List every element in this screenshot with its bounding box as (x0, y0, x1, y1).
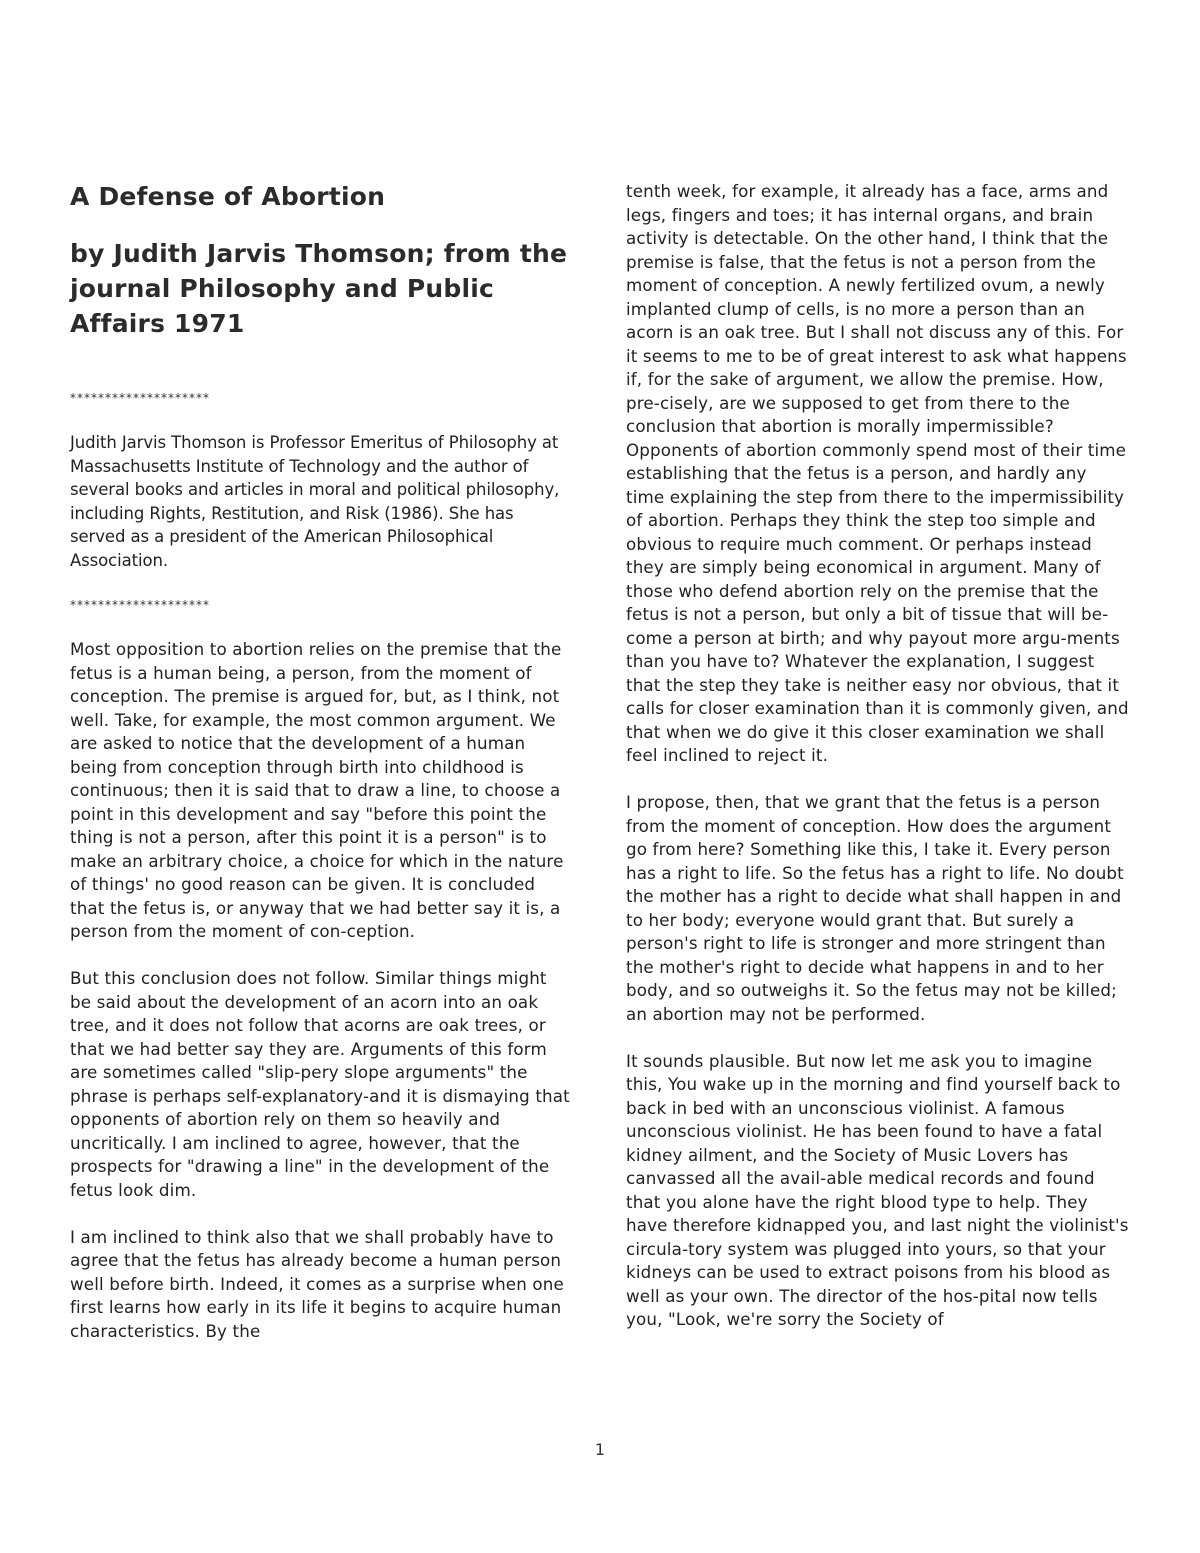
separator-top: ******************** (70, 391, 210, 405)
right-column (626, 180, 1130, 1355)
body-paragraph: But this conclusion does not follow. Similar things might be said about the development of an acorn into an oak tree, and it does not follow that acorns are oak trees, or that we had better say they are. Arguments of this form are sometimes called "slip-pery slope arguments" the phrase is perhaps self-explanatory-and it is dismaying that opponents of abortion rely on them so heavily and uncritically. I am inclined to agree, however, that the prospects for "drawing a line" in the development of the fetus look dim. (70, 968, 570, 1200)
body-paragraph: I propose, then, that we grant that the fetus is a person from the moment of conception. How does the argument go from here? Something like this, I take it. Every person has a right to life. So the fetus has a right to life. No doubt the mother has a right to decide what shall happen in and to her body; everyone would grant that. But surely a person's right to life is stronger and more stringent than the mother's right to decide what happens in and to her body, and so outweighs it. So the fetus may not be killed; an abortion may not be performed. (626, 792, 1124, 1024)
separator-bottom: ******************** (70, 598, 210, 612)
body-paragraph: It sounds plausible. But now let me ask you to imagine this, You wake up in the morning and find yourself back to back in bed with an unconscious violinist. A famous unconscious violinist. He has been found to have a fatal kidney ailment, and the Society of Music Lovers has canvassed all the avail-able medical records and found that you alone have the right blood type to help. They have therefore kidnapped you, and last night the violinist's circula-tory system was plugged into yours, so that your kidneys can be used to extract poisons from his blood as well as your own. The director of the hos-pital now tells you, "Look, we're sorry the Society of (626, 1050, 1129, 1329)
body-paragraph: Most opposition to abortion relies on the premise that the fetus is a human being, a person, from the moment of conception. The premise is argued for, but, as I think, not well. Take, for example, the most common argument. We are asked to notice that the development of a human being from conception through birth into childhood is continuous; then it is said that to draw a line, to choose a point in this development and say "before this point the thing is not a person, after this point it is a person" is to make an arbitrary choice, a choice for which in the nature of things' no good reason can be given. It is concluded that the fetus is, or anyway that we had better say it is, a person from the moment of con-ception. (70, 639, 564, 941)
article-title: A Defense of Abortion (70, 182, 386, 211)
body-paragraph: tenth week, for example, it already has a face, arms and legs, fingers and toes; it has internal organs, and brain activity is detectable. On the other hand, I think that the premise is false, that the fetus is not a person from the moment of conception. A newly fertilized ovum, a newly implanted clump of cells, is no more a person than an acorn is an oak tree. But I shall not discuss any of this. For it seems to me to be of great interest to ask what happens if, for the sake of argument, we allow the premise. How, pre-cisely, are we supposed to get from there to the conclusion that abortion is morally impermissible? Opponents of abortion commonly spend most of their time establishing that the fetus is a person, and hardly any time explaining the step from there to the impermissibility of abortion. Perhaps they think the step too simple and obvious to require much comment. Or perhaps instead they are simply being economical in argument. Many of those who defend abortion rely on the premise that the fetus is not a person, but only a bit of tissue that will be-come a person at birth; and why payout more argu-ments than you have to? Whatever the explanation, I suggest that the step they take is neither easy nor obvious, that it calls for closer examination than it is commonly given, and that when we do give it this closer examination we shall feel inclined to reject it. (626, 181, 1129, 765)
author-bio: Judith Jarvis Thomson is Professor Emeritus of Philosophy at Massachusetts Institute of Technology and the author of several books and articles in moral and political philosophy, including Rights, Restitution, and Risk (1986). She has served as a president of the American Philosophical Association. (70, 433, 560, 570)
article-byline: by Judith Jarvis Thomson; from the journal Philosophy and Public Affairs 1971 (70, 239, 568, 338)
left-column (70, 180, 570, 1367)
page-number: 1 (594, 1440, 606, 1459)
body-paragraph: I am inclined to think also that we shall probably have to agree that the fetus has already become a human person well before birth. Indeed, it comes as a surprise when one first learns how early in its life it begins to acquire human characteristics. By the (70, 1226, 564, 1341)
